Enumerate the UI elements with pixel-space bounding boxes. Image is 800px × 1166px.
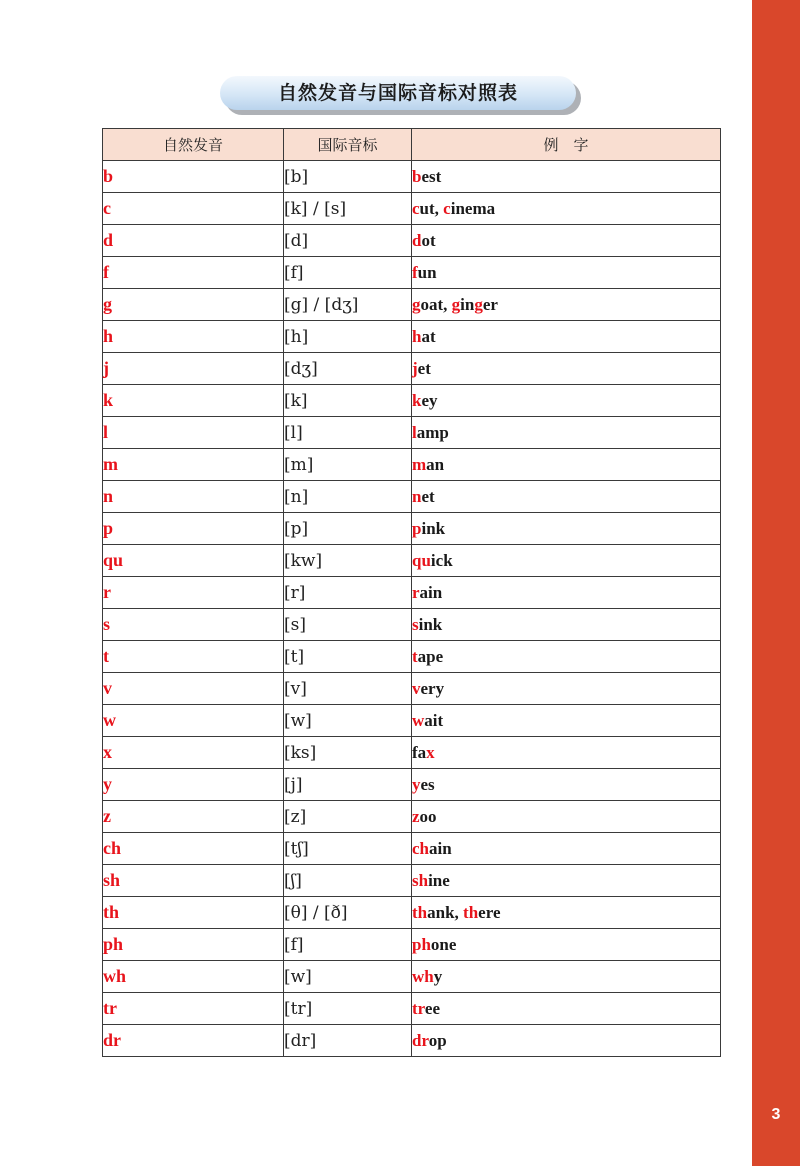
ipa-symbol: [ʃ]: [284, 865, 412, 897]
table-row: [103, 449, 721, 481]
example-highlight: b: [412, 166, 422, 186]
example-text: at: [421, 326, 436, 346]
table-row: [103, 705, 721, 737]
example-highlight: th: [463, 902, 479, 922]
example-word: [412, 225, 721, 257]
example-word: [412, 609, 721, 641]
ipa-symbol: [b]: [284, 161, 412, 193]
example-text: ank,: [427, 902, 464, 922]
table-row: [103, 161, 721, 193]
example-text: est: [421, 166, 442, 186]
example-highlight: v: [412, 678, 421, 698]
example-highlight: x: [426, 742, 435, 762]
example-text: er: [482, 294, 498, 314]
ipa-symbol: [dʒ]: [284, 353, 412, 385]
example-text: ape: [417, 646, 444, 666]
table-row: [103, 1025, 721, 1057]
table-row: [103, 513, 721, 545]
example-word: [412, 193, 721, 225]
ipa-symbol: [p]: [284, 513, 412, 545]
example-highlight: m: [412, 454, 427, 474]
side-color-band: [752, 0, 800, 1166]
ipa-symbol: [w]: [284, 961, 412, 993]
example-highlight: wh: [412, 966, 434, 986]
example-word: [412, 481, 721, 513]
example-highlight: h: [412, 326, 422, 346]
example-text: ain: [429, 838, 452, 858]
example-word: [412, 865, 721, 897]
example-highlight: g: [451, 294, 461, 314]
example-word: [412, 321, 721, 353]
phonics-letters: j: [103, 353, 284, 385]
table-row: [103, 993, 721, 1025]
example-word: [412, 801, 721, 833]
header-ipa: 国际音标: [284, 129, 412, 161]
example-highlight: s: [412, 614, 419, 634]
table-header-row: [103, 129, 721, 161]
example-word: [412, 577, 721, 609]
example-text: ait: [424, 710, 444, 730]
table-row: [103, 961, 721, 993]
table-row: [103, 801, 721, 833]
example-text: et: [417, 358, 431, 378]
example-word: [412, 929, 721, 961]
example-highlight: f: [412, 262, 418, 282]
table-row: [103, 289, 721, 321]
example-highlight: j: [412, 358, 418, 378]
ipa-symbol: [t]: [284, 641, 412, 673]
ipa-symbol: [f]: [284, 257, 412, 289]
example-word: [412, 513, 721, 545]
phonics-letters: y: [103, 769, 284, 801]
phonics-letters: dr: [103, 1025, 284, 1057]
example-text: amp: [416, 422, 449, 442]
phonics-letters: k: [103, 385, 284, 417]
example-text: es: [420, 774, 435, 794]
ipa-symbol: [k] / [s]: [284, 193, 412, 225]
example-text: inema: [450, 198, 496, 218]
example-highlight: dr: [412, 1030, 429, 1050]
example-highlight: sh: [412, 870, 429, 890]
ipa-symbol: [kw]: [284, 545, 412, 577]
phonics-letters: w: [103, 705, 284, 737]
table-row: [103, 737, 721, 769]
example-word: [412, 289, 721, 321]
example-text: oat,: [420, 294, 452, 314]
example-text: ink: [418, 614, 443, 634]
example-text: ain: [419, 582, 443, 602]
example-text: ut,: [419, 198, 444, 218]
phonics-letters: th: [103, 897, 284, 929]
example-text: ine: [428, 870, 450, 890]
ipa-symbol: [m]: [284, 449, 412, 481]
phonics-letters: l: [103, 417, 284, 449]
phonics-letters: sh: [103, 865, 284, 897]
example-text: ere: [478, 902, 501, 922]
table-row: [103, 577, 721, 609]
example-word: [412, 897, 721, 929]
table-row: [103, 321, 721, 353]
example-word: [412, 673, 721, 705]
table-row: [103, 609, 721, 641]
example-highlight: g: [412, 294, 421, 314]
example-highlight: k: [412, 390, 422, 410]
example-highlight: th: [412, 902, 428, 922]
example-highlight: g: [474, 294, 483, 314]
example-text: an: [426, 454, 445, 474]
ipa-symbol: [ks]: [284, 737, 412, 769]
table-row: [103, 865, 721, 897]
example-word: [412, 641, 721, 673]
table-row: [103, 481, 721, 513]
example-word: [412, 449, 721, 481]
example-text: in: [460, 294, 475, 314]
example-highlight: qu: [412, 550, 431, 570]
phonics-letters: f: [103, 257, 284, 289]
table-row: [103, 545, 721, 577]
ipa-symbol: [w]: [284, 705, 412, 737]
example-word: [412, 1025, 721, 1057]
table-body: [103, 161, 721, 1057]
example-highlight: p: [412, 518, 422, 538]
phonics-ipa-table: [102, 128, 721, 1057]
example-highlight: l: [412, 422, 417, 442]
phonics-letters: tr: [103, 993, 284, 1025]
phonics-letters: x: [103, 737, 284, 769]
phonics-letters: qu: [103, 545, 284, 577]
phonics-letters: v: [103, 673, 284, 705]
phonics-letters: s: [103, 609, 284, 641]
example-word: [412, 961, 721, 993]
ipa-symbol: [v]: [284, 673, 412, 705]
ipa-symbol: [tʃ]: [284, 833, 412, 865]
phonics-letters: c: [103, 193, 284, 225]
table-row: [103, 225, 721, 257]
example-word: [412, 705, 721, 737]
phonics-letters: r: [103, 577, 284, 609]
example-highlight: z: [412, 806, 420, 826]
ipa-symbol: [k]: [284, 385, 412, 417]
example-word: [412, 769, 721, 801]
ipa-symbol: [r]: [284, 577, 412, 609]
example-text: fa: [412, 742, 427, 762]
phonics-letters: ph: [103, 929, 284, 961]
title-banner: [220, 76, 580, 114]
example-highlight: t: [412, 646, 418, 666]
example-text: un: [417, 262, 437, 282]
ipa-symbol: [l]: [284, 417, 412, 449]
example-word: [412, 833, 721, 865]
example-highlight: c: [412, 198, 420, 218]
ipa-symbol: [f]: [284, 929, 412, 961]
phonics-letters: h: [103, 321, 284, 353]
page-title: 自然发音与国际音标对照表: [220, 76, 576, 110]
example-text: ot: [421, 230, 436, 250]
example-text: y: [433, 966, 443, 986]
ipa-symbol: [θ] / [ð]: [284, 897, 412, 929]
phonics-letters: d: [103, 225, 284, 257]
phonics-letters: b: [103, 161, 284, 193]
example-text: et: [421, 486, 435, 506]
example-highlight: tr: [412, 998, 425, 1018]
ipa-symbol: [dr]: [284, 1025, 412, 1057]
table-row: [103, 641, 721, 673]
ipa-symbol: [h]: [284, 321, 412, 353]
ipa-symbol: [g] / [dʒ]: [284, 289, 412, 321]
example-text: ey: [421, 390, 438, 410]
table-row: [103, 193, 721, 225]
phonics-letters: g: [103, 289, 284, 321]
table-row: [103, 385, 721, 417]
header-natural-phonics: 自然发音: [103, 129, 284, 161]
example-word: [412, 737, 721, 769]
ipa-symbol: [z]: [284, 801, 412, 833]
example-word: [412, 545, 721, 577]
example-highlight: ph: [412, 934, 431, 954]
example-text: op: [428, 1030, 447, 1050]
example-text: ick: [430, 550, 453, 570]
example-text: ee: [424, 998, 440, 1018]
phonics-letters: ch: [103, 833, 284, 865]
example-word: [412, 993, 721, 1025]
phonics-letters: z: [103, 801, 284, 833]
example-word: [412, 161, 721, 193]
ipa-symbol: [n]: [284, 481, 412, 513]
example-highlight: n: [412, 486, 422, 506]
example-highlight: y: [412, 774, 421, 794]
example-text: ink: [421, 518, 446, 538]
table-row: [103, 769, 721, 801]
example-word: [412, 257, 721, 289]
example-word: [412, 385, 721, 417]
example-highlight: c: [443, 198, 451, 218]
example-highlight: w: [412, 710, 425, 730]
page-number: 3: [771, 1106, 781, 1123]
phonics-letters: n: [103, 481, 284, 513]
table-row: [103, 417, 721, 449]
ipa-symbol: [j]: [284, 769, 412, 801]
phonics-letters: t: [103, 641, 284, 673]
table-row: [103, 353, 721, 385]
table-row: [103, 833, 721, 865]
ipa-symbol: [d]: [284, 225, 412, 257]
ipa-symbol: [s]: [284, 609, 412, 641]
ipa-symbol: [tr]: [284, 993, 412, 1025]
example-word: [412, 353, 721, 385]
example-text: one: [430, 934, 457, 954]
phonics-letters: wh: [103, 961, 284, 993]
table-row: [103, 929, 721, 961]
table-row: [103, 257, 721, 289]
example-highlight: r: [412, 582, 420, 602]
table-row: [103, 897, 721, 929]
table-row: [103, 673, 721, 705]
phonics-letters: m: [103, 449, 284, 481]
header-example-words: 例 字: [412, 129, 721, 161]
example-highlight: ch: [412, 838, 429, 858]
example-text: ery: [420, 678, 445, 698]
phonics-letters: p: [103, 513, 284, 545]
example-highlight: d: [412, 230, 422, 250]
example-word: [412, 417, 721, 449]
example-text: oo: [419, 806, 437, 826]
